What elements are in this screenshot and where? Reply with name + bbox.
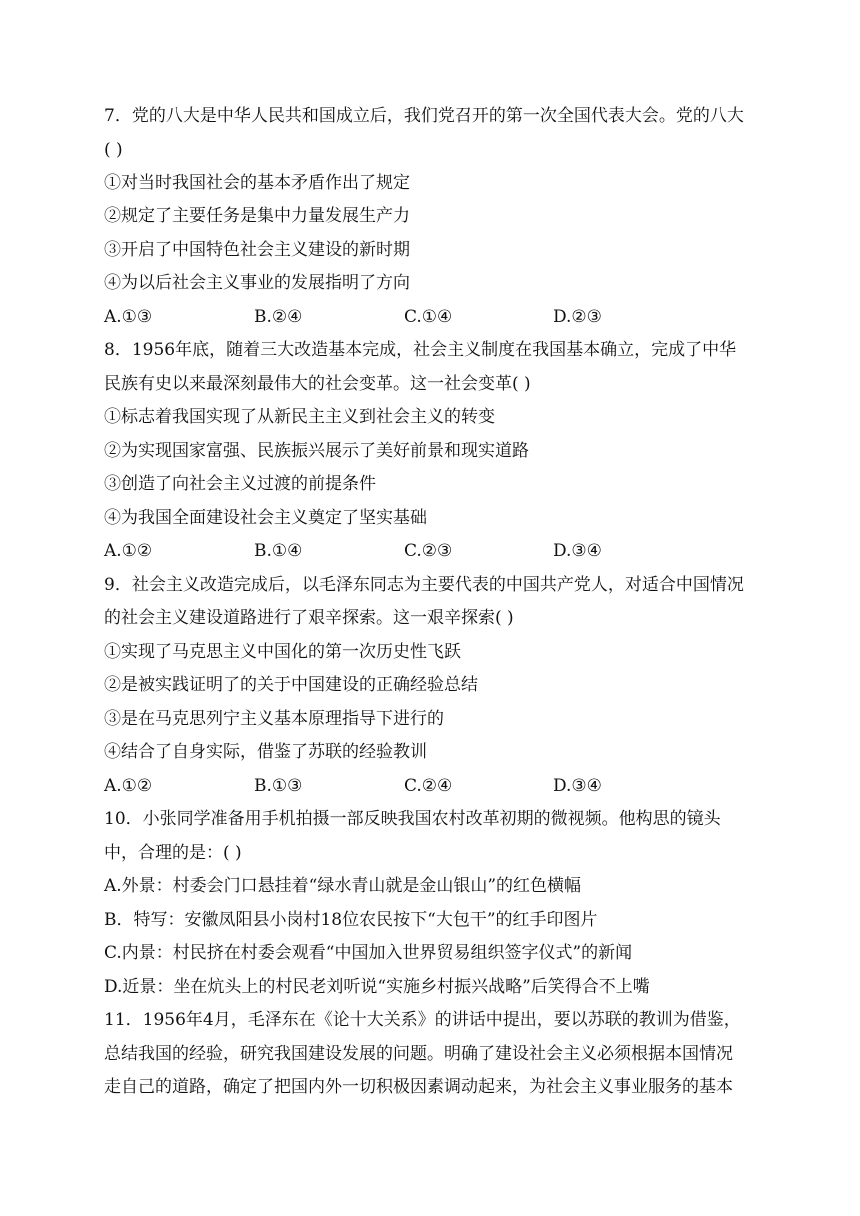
q7-option-a[interactable]: A.①③ <box>104 307 153 327</box>
q8-option-a[interactable]: A.①② <box>104 541 153 561</box>
q7-statement-2: ②规定了主要任务是集中力量发展生产力 <box>104 206 410 226</box>
q10-stem-line-1: 10．小张同学准备用手机拍摄一部反映我国农村改革初期的微视频。他构思的镜头 <box>104 809 721 829</box>
q9-option-b[interactable]: B.①③ <box>254 776 303 796</box>
q9-options <box>104 776 764 796</box>
q8-option-c[interactable]: C.②③ <box>404 541 453 561</box>
q9-stem-line-1: 9．社会主义改造完成后，以毛泽东同志为主要代表的中国共产党人，对适合中国情况 <box>104 575 744 595</box>
q10-stem-line-2: 中，合理的是：( ) <box>104 843 242 863</box>
q8-statement-1: ①标志着我国实现了从新民主主义到社会主义的转变 <box>104 407 495 427</box>
q11-stem-line-1: 11．1956年4月，毛泽东在《论十大关系》的讲话中提出，要以苏联的教训为借鉴， <box>104 1010 741 1030</box>
q7-option-b[interactable]: B.②④ <box>254 307 303 327</box>
q10-option-b[interactable]: B．特写：安徽凤阳县小岗村18位农民按下“大包干”的红手印图片 <box>104 910 598 930</box>
q11-stem-line-2: 总结我国的经验，研究我国建设发展的问题。明确了建设社会主义必须根据本国情况 <box>104 1044 733 1064</box>
q10-option-d[interactable]: D.近景：坐在炕头上的村民老刘听说“实施乡村振兴战略”后笑得合不上嘴 <box>104 977 650 997</box>
q7-option-c[interactable]: C.①④ <box>404 307 453 327</box>
q8-option-b[interactable]: B.①④ <box>254 541 303 561</box>
q7-options <box>104 307 764 327</box>
q8-statement-4: ④为我国全面建设社会主义奠定了坚实基础 <box>104 508 427 528</box>
q8-stem-line-2: 民族有史以来最深刻最伟大的社会变革。这一社会变革( ) <box>104 374 531 394</box>
q8-statement-3: ③创造了向社会主义过渡的前提条件 <box>104 474 376 494</box>
q10-option-a[interactable]: A.外景：村委会门口悬挂着“绿水青山就是金山银山”的红色横幅 <box>104 876 582 896</box>
q9-option-a[interactable]: A.①② <box>104 776 153 796</box>
q7-statement-4: ④为以后社会主义事业的发展指明了方向 <box>104 273 410 293</box>
q7-statement-1: ①对当时我国社会的基本矛盾作出了规定 <box>104 173 410 193</box>
q7-stem-line-1: 7．党的八大是中华人民共和国成立后，我们党召开的第一次全国代表大会。党的八大 <box>104 106 744 126</box>
q8-stem-line-1: 8．1956年底，随着三大改造基本完成，社会主义制度在我国基本确立，完成了中华 <box>104 340 737 360</box>
q9-stem-line-2: 的社会主义建设道路进行了艰辛探索。这一艰辛探索( ) <box>104 608 514 628</box>
q10-option-c[interactable]: C.内景：村民挤在村委会观看“中国加入世界贸易组织签字仪式”的新闻 <box>104 943 633 963</box>
q11-stem-line-3: 走自己的道路，确定了把国内外一切积极因素调动起来，为社会主义事业服务的基本 <box>104 1077 733 1097</box>
q9-statement-2: ②是被实践证明了的关于中国建设的正确经验总结 <box>104 675 478 695</box>
q9-statement-4: ④结合了自身实际，借鉴了苏联的经验教训 <box>104 742 427 762</box>
q9-statement-3: ③是在马克思列宁主义基本原理指导下进行的 <box>104 709 444 729</box>
q7-stem-line-2: ( ) <box>104 140 123 160</box>
q9-option-c[interactable]: C.②④ <box>404 776 453 796</box>
q8-option-d[interactable]: D.③④ <box>553 541 602 561</box>
q9-option-d[interactable]: D.③④ <box>553 776 602 796</box>
q8-statement-2: ②为实现国家富强、民族振兴展示了美好前景和现实道路 <box>104 441 529 461</box>
q7-statement-3: ③开启了中国特色社会主义建设的新时期 <box>104 240 410 260</box>
q8-options <box>104 541 764 561</box>
q7-option-d[interactable]: D.②③ <box>553 307 602 327</box>
q9-statement-1: ①实现了马克思主义中国化的第一次历史性飞跃 <box>104 642 461 662</box>
